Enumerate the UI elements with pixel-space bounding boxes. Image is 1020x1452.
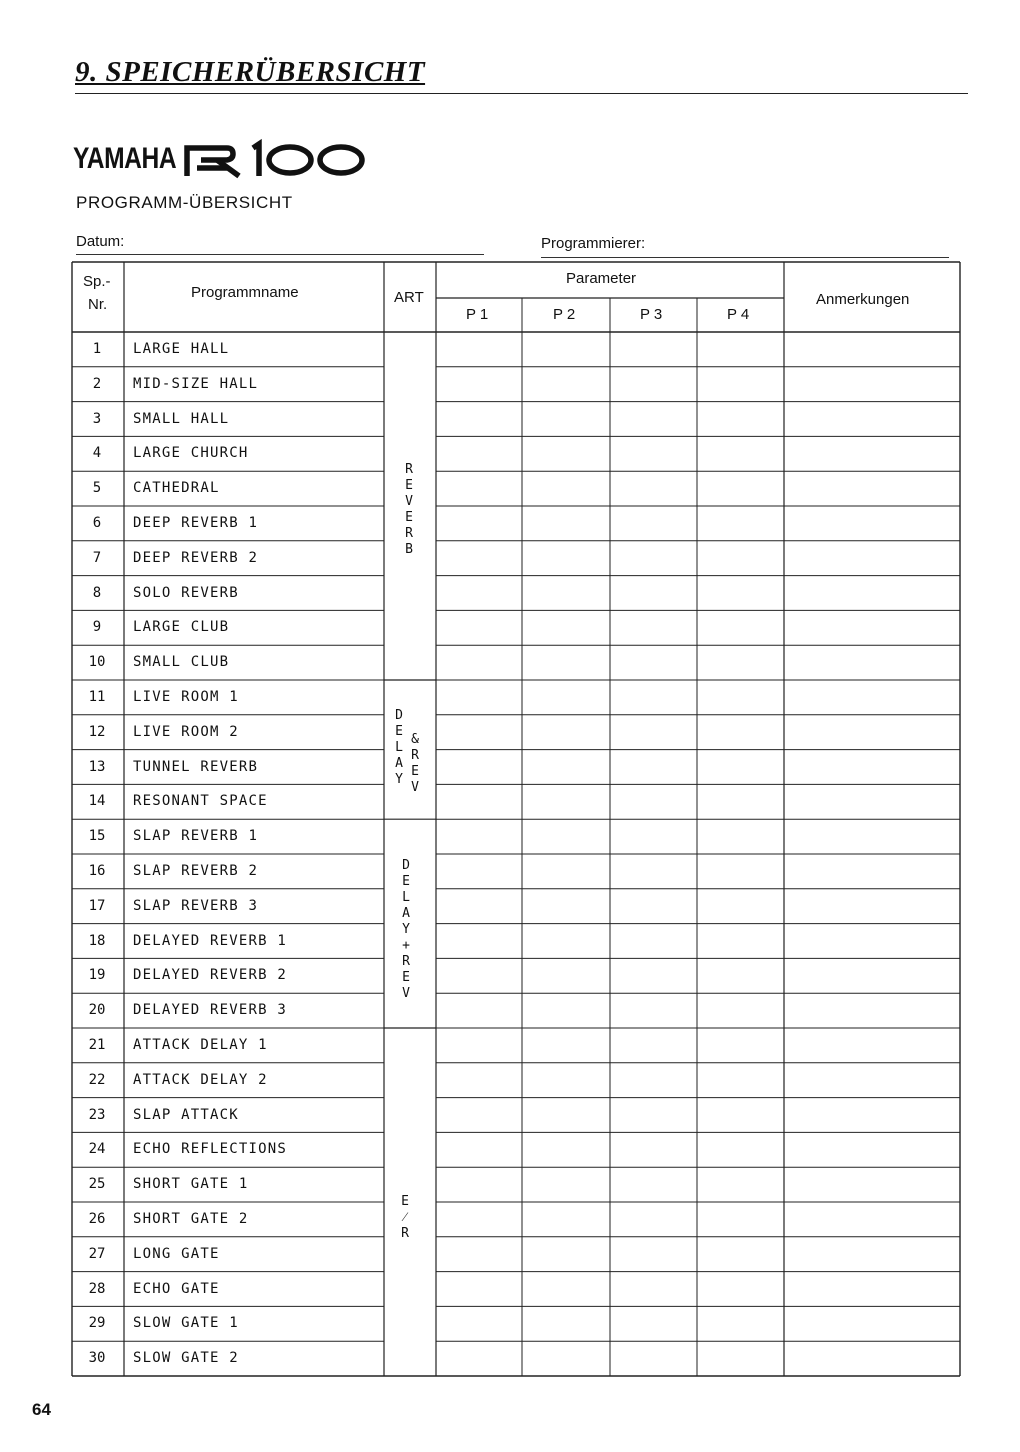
program-number: 6 <box>92 515 102 531</box>
header-parameter: Parameter <box>566 270 637 287</box>
date-label: Datum: <box>76 233 125 250</box>
art-label-er-letter: R <box>401 1226 409 1241</box>
program-name: SLAP REVERB 2 <box>133 863 259 879</box>
program-name: ATTACK DELAY 1 <box>133 1037 268 1053</box>
program-name: LIVE ROOM 1 <box>133 689 239 705</box>
program-number: 20 <box>88 1002 106 1019</box>
program-number: 2 <box>92 375 102 392</box>
program-name: LARGE CLUB <box>133 619 230 636</box>
model-logo-text: R100 <box>183 138 186 139</box>
art-label-reverb-letter: R <box>405 462 413 477</box>
program-name: SMALL CLUB <box>133 654 230 671</box>
program-name: DELAYED REVERB 3 <box>133 1002 288 1019</box>
program-name: SOLO REVERB <box>133 584 239 601</box>
page-number: 64 <box>32 1400 51 1419</box>
art-label-delay-plus-rev-letter: D <box>402 857 410 873</box>
program-name: ATTACK DELAY 2 <box>133 1071 268 1088</box>
art-label-er-letter: E <box>401 1194 409 1209</box>
program-number: 24 <box>88 1141 106 1158</box>
art-label-er-letter: ⁄ <box>403 1210 407 1225</box>
program-name: LONG GATE <box>133 1245 220 1262</box>
program-number: 1 <box>92 341 102 357</box>
program-name: SLAP REVERB 3 <box>133 897 259 914</box>
program-number: 28 <box>88 1280 106 1297</box>
program-number: 25 <box>88 1176 106 1193</box>
program-name: LIVE ROOM 2 <box>133 723 239 740</box>
program-name: ECHO GATE <box>133 1280 220 1297</box>
program-name: SLOW GATE 2 <box>133 1350 239 1367</box>
program-number: 3 <box>92 410 102 427</box>
program-number: 13 <box>88 758 106 775</box>
header-nr-line1: Sp.- <box>83 273 111 290</box>
program-number: 26 <box>88 1211 106 1227</box>
art-label-delay-plus-rev-letter: L <box>402 889 410 905</box>
program-number: 18 <box>88 932 106 949</box>
program-name: SHORT GATE 1 <box>133 1176 249 1193</box>
program-number: 8 <box>92 584 102 601</box>
program-number: 11 <box>88 689 106 705</box>
art-label-delay-rev-letter: Y <box>395 771 403 787</box>
art-label-delay-plus-rev-letter: R <box>402 953 410 969</box>
art-label-delay-rev-letter: E <box>395 723 403 739</box>
program-number: 5 <box>92 480 102 497</box>
program-name: DEEP REVERB 1 <box>133 515 259 531</box>
program-name: SMALL HALL <box>133 410 230 427</box>
program-number: 21 <box>88 1037 106 1053</box>
art-label-reverb-letter: E <box>405 478 413 493</box>
art-label-delay-plus-rev-letter: E <box>402 969 410 985</box>
program-name: SLAP REVERB 1 <box>133 828 259 845</box>
page-heading: 9. SPEICHERÜBERSICHT <box>75 56 426 88</box>
program-number: 12 <box>88 723 106 740</box>
art-label-delay-rev-letter: V <box>411 779 419 795</box>
art-label-delay-rev-letter: & <box>411 731 419 747</box>
art-label-delay-rev-letter: E <box>411 763 419 779</box>
header-p2: P 2 <box>553 306 576 323</box>
program-number: 17 <box>88 897 106 914</box>
art-label-reverb-letter: B <box>405 542 413 557</box>
art-label-delay-plus-rev-letter: Y <box>402 921 410 937</box>
art-label-delay-plus-rev-letter: E <box>402 873 410 889</box>
program-number: 22 <box>88 1071 106 1088</box>
program-number: 14 <box>88 793 106 810</box>
art-label-reverb-letter: R <box>405 526 413 541</box>
art-label-reverb-letter: V <box>405 494 413 509</box>
art-label-delay-rev-letter: D <box>395 707 403 723</box>
program-number: 19 <box>88 967 106 984</box>
program-name: ECHO REFLECTIONS <box>133 1141 288 1158</box>
header-anmerkungen: Anmerkungen <box>816 291 910 308</box>
program-number: 27 <box>88 1245 106 1262</box>
program-number: 10 <box>88 654 106 671</box>
art-label-delay-rev-letter: A <box>395 755 403 771</box>
header-p3: P 3 <box>640 306 663 323</box>
header-p1: P 1 <box>466 306 489 323</box>
program-name: SLOW GATE 1 <box>133 1315 239 1332</box>
program-number: 9 <box>92 619 102 636</box>
program-number: 16 <box>88 863 106 879</box>
header-art: ART <box>394 289 424 306</box>
art-label-reverb-letter: E <box>405 510 413 525</box>
program-name: DELAYED REVERB 2 <box>133 967 288 984</box>
header-programmname: Programmname <box>191 284 299 301</box>
program-name: RESONANT SPACE <box>133 793 268 810</box>
brand-name: YAMAHA <box>73 142 177 175</box>
subtitle: PROGRAMM-ÜBERSICHT <box>76 193 293 212</box>
program-name: LARGE CHURCH <box>133 445 249 462</box>
program-name: DELAYED REVERB 1 <box>133 932 288 949</box>
art-label-delay-plus-rev-letter: + <box>402 937 410 953</box>
program-name: SLAP ATTACK <box>133 1106 239 1123</box>
program-number: 30 <box>88 1350 106 1367</box>
art-label-delay-plus-rev-letter: V <box>402 985 410 1001</box>
program-number: 29 <box>88 1315 106 1332</box>
art-label-delay-rev-letter: R <box>411 747 419 763</box>
art-label-delay-rev-letter: L <box>395 739 403 755</box>
program-name: SHORT GATE 2 <box>133 1211 249 1227</box>
art-label-delay-plus-rev-letter: A <box>402 905 410 921</box>
program-name: CATHEDRAL <box>133 480 220 497</box>
program-name: DEEP REVERB 2 <box>133 549 259 566</box>
programmer-label: Programmierer: <box>541 235 646 252</box>
program-number: 4 <box>92 445 102 462</box>
program-name: TUNNEL REVERB <box>133 758 259 775</box>
header-nr-line2: Nr. <box>88 296 108 313</box>
program-number: 15 <box>88 828 106 845</box>
program-number: 23 <box>88 1106 106 1123</box>
program-name: MID-SIZE HALL <box>133 375 259 392</box>
header-p4: P 4 <box>727 306 750 323</box>
program-name: LARGE HALL <box>133 341 230 357</box>
program-number: 7 <box>92 549 102 566</box>
